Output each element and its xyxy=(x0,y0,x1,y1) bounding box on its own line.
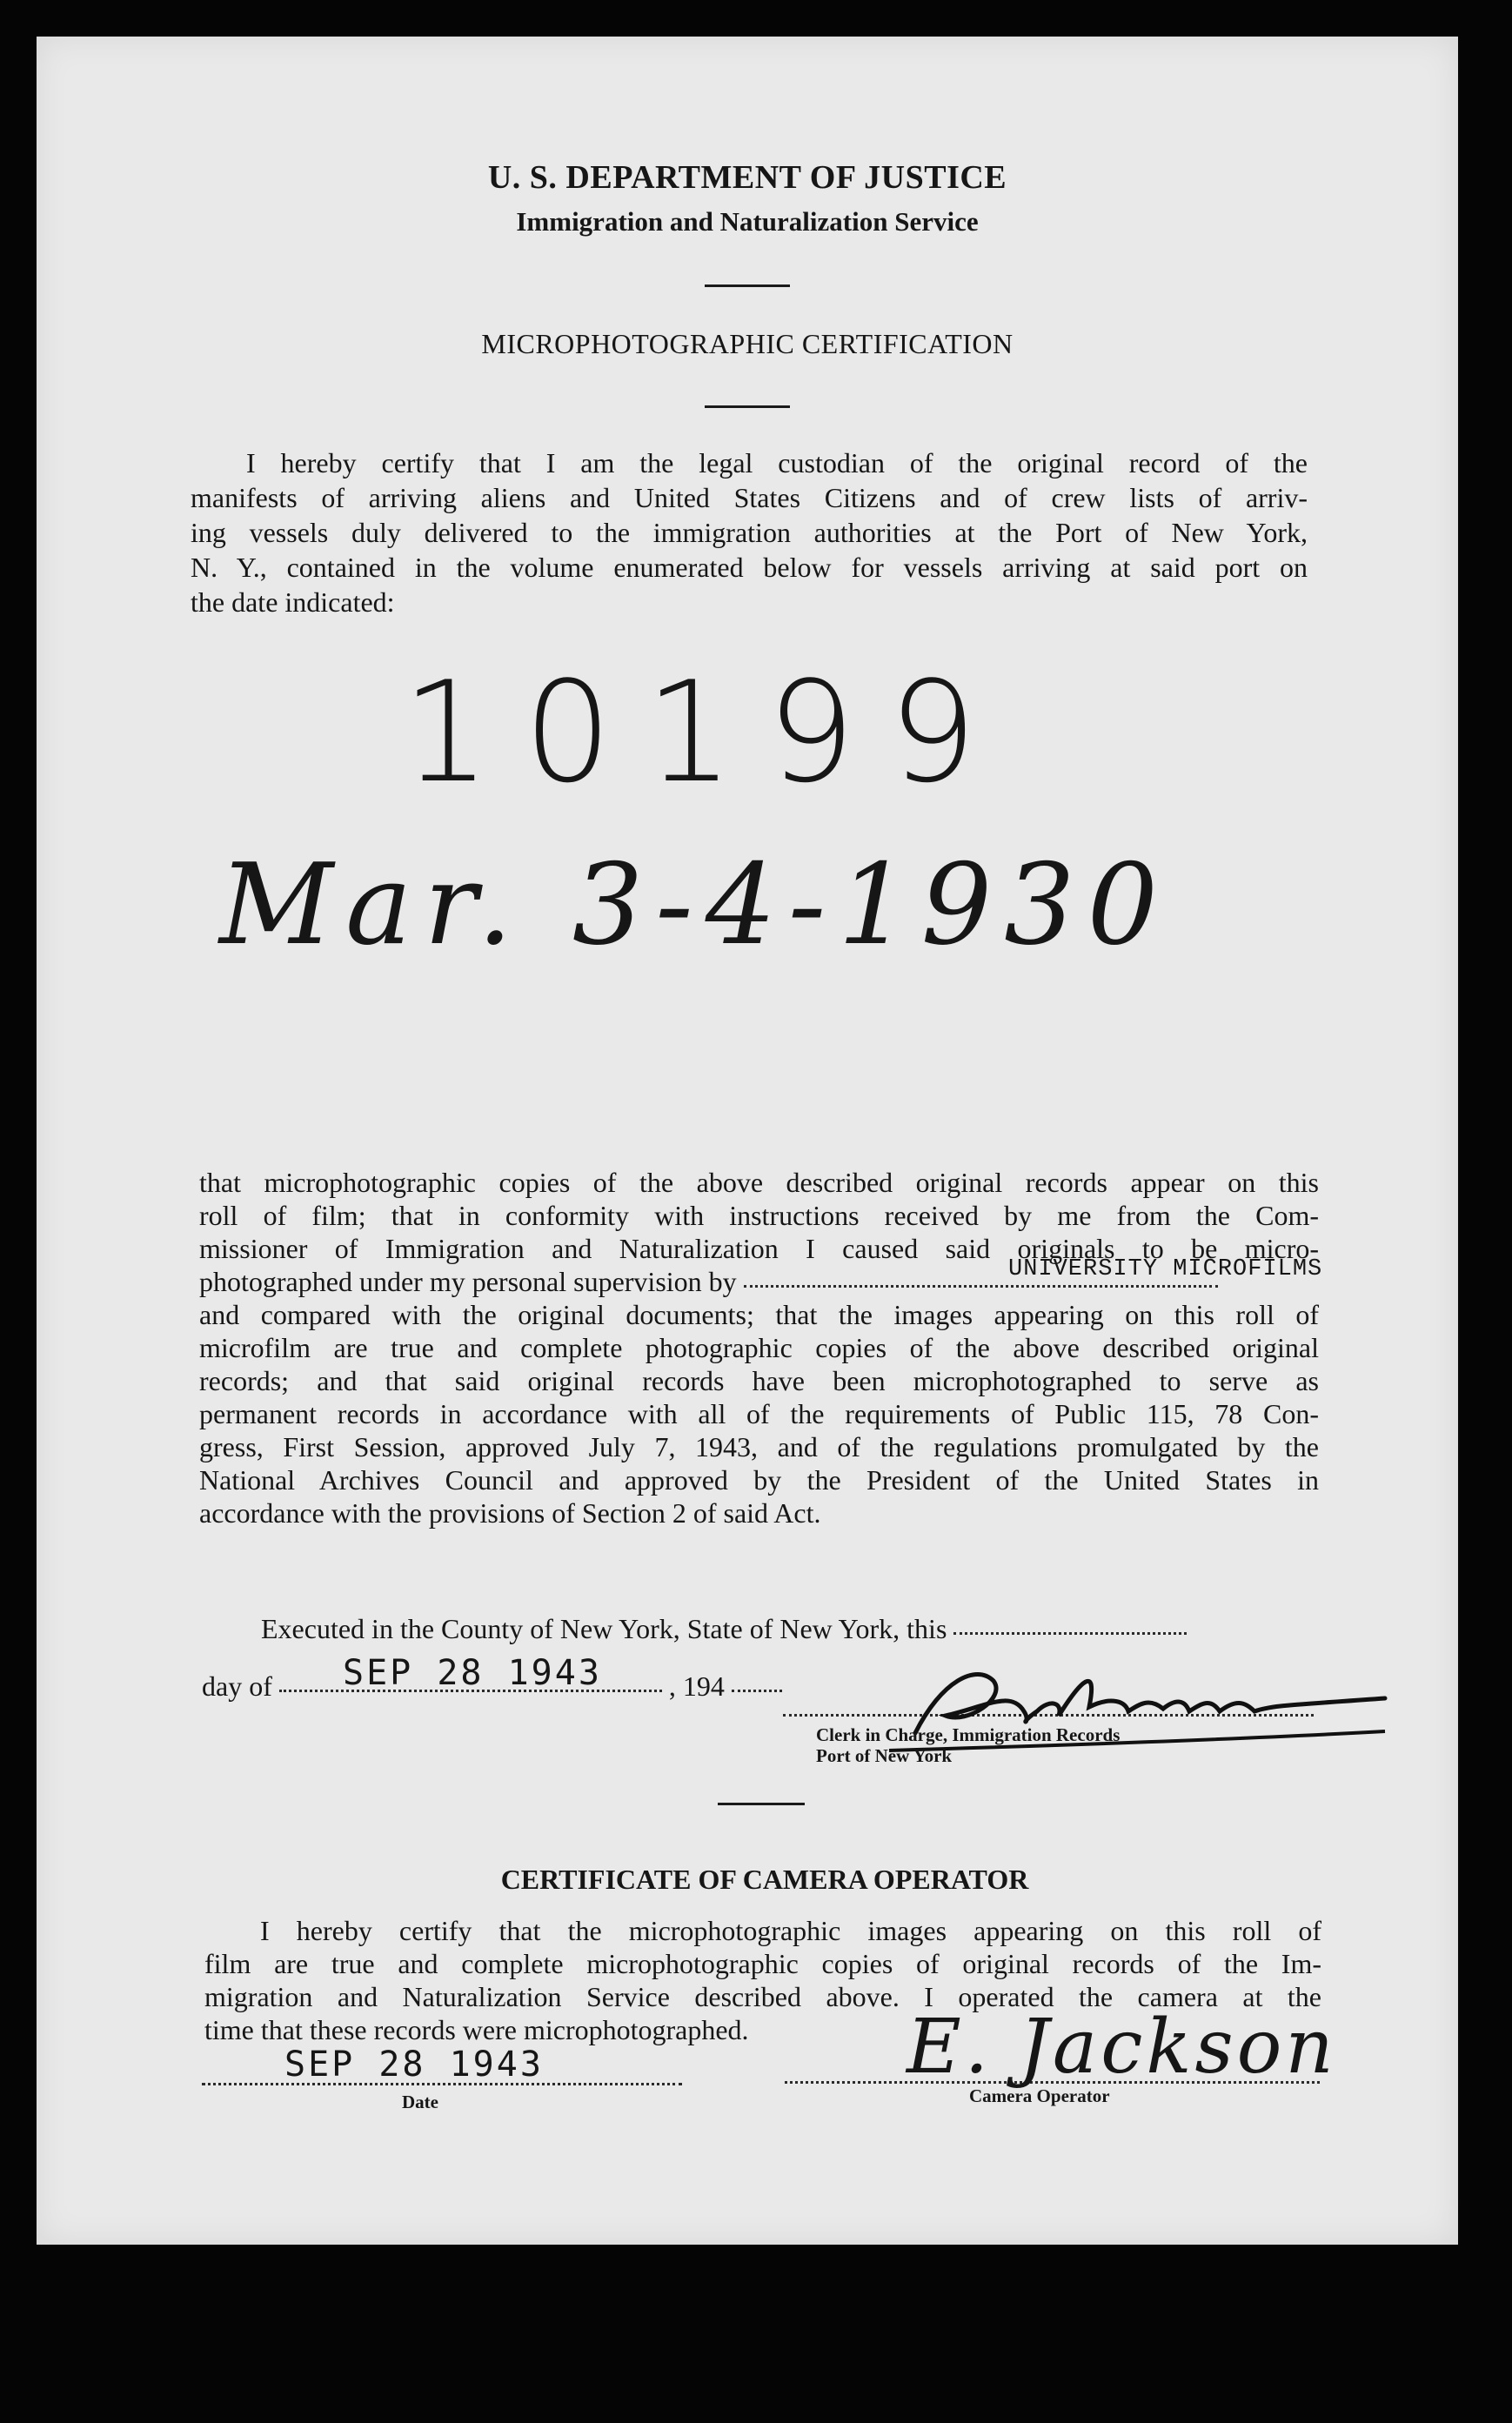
paragraph-line: manifests of arriving aliens and United States Citizens and of crew lists of arriv- xyxy=(191,482,1308,513)
divider xyxy=(705,284,790,287)
intro-paragraph xyxy=(191,445,1308,619)
paragraph-line: permanent records in accordance with all of the requirements of Public 115, 78 Con- xyxy=(199,1398,1319,1429)
certificate-page xyxy=(37,37,1458,2245)
paragraph-line: N. Y., contained in the volume enumerated below for vessels arriving at said port on xyxy=(191,552,1308,583)
service-heading: Immigration and Naturalization Service xyxy=(516,206,979,237)
paragraph-line: and compared with the original documents; that the images appearing on this roll of xyxy=(199,1299,1319,1330)
year-prefix: , 194 xyxy=(668,1670,725,1702)
operator-date-label: Date xyxy=(402,2092,438,2112)
paragraph-line: microfilm are true and complete photographic copies of the above described original xyxy=(199,1332,1319,1363)
supervision-prefix: photographed under my personal supervision by xyxy=(199,1266,737,1297)
department-heading: U. S. DEPARTMENT OF JUSTICE xyxy=(487,159,1007,196)
paragraph-line: missioner of Immigration and Naturalization I caused said originals to be micro- xyxy=(199,1233,1319,1264)
paragraph-line: the date indicated: xyxy=(191,586,395,618)
paragraph-line: time that these records were microphotographed. xyxy=(204,2014,749,2045)
divider xyxy=(718,1803,805,1805)
paragraph-line: I hereby certify that the microphotographic images appearing on this roll of xyxy=(260,1915,1321,1946)
paragraph-line: roll of film; that in conformity with instructions received by me from the Com- xyxy=(199,1200,1319,1231)
stamped-date: SEP 28 1943 xyxy=(343,1653,602,1693)
day-of-label: day of xyxy=(202,1670,272,1702)
supervisor-typed: UNIVERSITY MICROFILMS xyxy=(1008,1256,1323,1282)
divider xyxy=(705,405,790,408)
paragraph-line: migration and Naturalization Service described above. I operated the camera at the xyxy=(204,1981,1321,2012)
handwritten-volume-number: 10199 xyxy=(402,651,1010,813)
operator-signature: E. Jackson xyxy=(907,2004,1337,2091)
certification-body xyxy=(199,1166,1323,1529)
paragraph-line: I hereby certify that I am the legal custodian of the original record of the xyxy=(246,447,1308,479)
supervision-line xyxy=(199,1256,1323,1298)
paragraph-line: ing vessels duly delivered to the immigration authorities at the Port of New York, xyxy=(191,517,1308,548)
paragraph-line: gress, First Session, approved July 7, 1943, and of the regulations promulgated by the xyxy=(199,1431,1319,1463)
execution-text: Executed in the County of New York, State of New York, this xyxy=(261,1613,947,1644)
paragraph-line: film are true and complete microphotographic copies of original records of the Im- xyxy=(204,1948,1321,1979)
clerk-title xyxy=(816,1724,1120,1766)
paragraph-line: records; and that said original records have been microphotographed to serve as xyxy=(199,1365,1319,1396)
paragraph-line: National Archives Council and approved by the President of the United States in xyxy=(199,1464,1319,1496)
operator-label: Camera Operator xyxy=(969,2085,1110,2106)
year-dotted-line xyxy=(732,1690,782,1692)
paragraph-line: accordance with the provisions of Section 2 of said Act. xyxy=(199,1497,821,1529)
handwritten-dates: Mar. 3-4-1930 xyxy=(219,840,1170,970)
camera-operator-heading: CERTIFICATE OF CAMERA OPERATOR xyxy=(500,1864,1029,1895)
operator-stamped-date: SEP 28 1943 xyxy=(284,2045,544,2085)
certification-title: MICROPHOTOGRAPHIC CERTIFICATION xyxy=(481,328,1014,359)
clerk-port-line: Port of New York xyxy=(816,1745,953,1766)
paragraph-line: that microphotographic copies of the above described original records appear on this xyxy=(199,1167,1319,1198)
clerk-title-line: Clerk in Charge, Immigration Records xyxy=(816,1724,1121,1745)
